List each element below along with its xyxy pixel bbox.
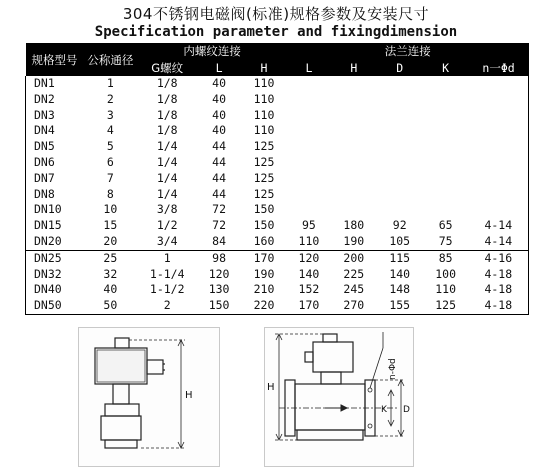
cell-flange-k: 75 (438, 233, 453, 248)
cell-g-thread: 1/4 (156, 170, 178, 185)
cell-nominal: 8 (106, 186, 114, 201)
cell-l: 44 (212, 154, 227, 169)
cell-nominal: 3 (106, 107, 114, 122)
cell-h: 210 (253, 282, 275, 297)
cell-flange-nd: 4-18 (484, 282, 513, 297)
cell-flange-h: 270 (343, 298, 365, 313)
cell-h: 150 (253, 218, 275, 233)
cell-flange-l (287, 92, 331, 108)
cell-nominal: 7 (106, 170, 114, 185)
cell-g-thread: 1/8 (156, 91, 178, 106)
cell-model: DN25 (26, 250, 84, 266)
table-row (26, 250, 529, 266)
cell-g-thread: 2 (163, 298, 171, 313)
cell-flange-nd (469, 139, 529, 155)
cell-model: DN3 (34, 107, 55, 122)
cell-flange-l (287, 155, 331, 171)
spec-table (25, 43, 529, 315)
table-row (26, 234, 529, 250)
cell-h: 160 (253, 233, 275, 248)
cell-flange-l (287, 171, 331, 187)
header-flange-k: K (423, 59, 469, 76)
cell-h: 110 (253, 76, 275, 90)
cell-flange-h (331, 76, 377, 92)
cell-nominal: 25 (83, 250, 137, 266)
cell-flange-d (377, 187, 423, 203)
table-row (26, 108, 529, 124)
cell-flange-k (423, 108, 469, 124)
cell-model: DN7 (34, 170, 55, 185)
cell-g-thread: 1-1/2 (149, 282, 185, 297)
spec-table-body (26, 76, 529, 314)
cell-h: 110 (253, 91, 275, 106)
valve-body (101, 416, 141, 440)
cell-flange-h (331, 155, 377, 171)
cell-nominal: 20 (103, 233, 118, 248)
cell-g-thread: 1-1/4 (149, 266, 185, 281)
right-k-label: K (381, 405, 387, 415)
table-row (26, 139, 529, 155)
cell-flange-k (423, 139, 469, 155)
cell-flange-h (331, 171, 377, 187)
cell-nominal: 4 (106, 123, 114, 138)
cell-model: DN4 (34, 123, 55, 138)
cell-flange-l: 120 (287, 250, 331, 266)
left-h-label: H (185, 390, 193, 401)
cell-flange-l: 140 (298, 266, 320, 281)
cell-flange-d: 148 (389, 282, 411, 297)
table-row (26, 187, 529, 203)
cell-nominal: 15 (103, 218, 118, 233)
coil-cap (115, 338, 129, 348)
page-subtitle: Specification parameter and fixingdimension (94, 24, 458, 40)
cell-g-thread: 1/8 (156, 76, 178, 90)
cell-model: DN10 (34, 202, 62, 217)
cell-nominal: 2 (106, 91, 114, 106)
cell-flange-nd (469, 108, 529, 124)
cell-flange-k (423, 92, 469, 108)
cell-nominal: 5 (106, 139, 114, 154)
cell-flange-nd (469, 187, 529, 203)
cell-model: DN6 (34, 154, 55, 169)
cell-model: DN5 (34, 139, 55, 154)
cell-flange-d: 140 (389, 266, 411, 281)
flanged-valve-diagram (264, 327, 414, 467)
table-row (26, 282, 529, 298)
page-title: 304不锈钢电磁阀(标准)规格参数及安装尺寸 (122, 5, 430, 23)
cell-l: 44 (212, 170, 227, 185)
cell-flange-l: 152 (298, 282, 320, 297)
cell-flange-h (331, 123, 377, 139)
cell-flange-l (287, 108, 331, 124)
cell-l: 150 (208, 298, 230, 313)
cell-model: DN8 (34, 186, 55, 201)
cell-flange-k (423, 155, 469, 171)
table-row (26, 92, 529, 108)
header-h: H (241, 59, 287, 76)
cell-flange-l (287, 202, 331, 218)
cell-flange-d: 105 (389, 233, 411, 248)
cell-g-thread: 3/8 (156, 202, 178, 217)
cell-flange-k: 125 (435, 298, 457, 313)
cell-nominal: 1 (106, 76, 114, 90)
cell-h: 125 (253, 186, 275, 201)
cell-h: 110 (253, 123, 275, 138)
cell-flange-h: 245 (343, 282, 365, 297)
cell-g-thread: 1/4 (156, 154, 178, 169)
cell-l: 72 (212, 202, 227, 217)
cell-flange-k (423, 171, 469, 187)
header-nominal: 公称通径 (83, 43, 137, 76)
cell-flange-nd: 4-18 (484, 298, 513, 313)
cell-flange-d (377, 139, 423, 155)
cell-flange-nd (469, 171, 529, 187)
cell-l: 120 (208, 266, 230, 281)
cell-l: 84 (212, 233, 227, 248)
cell-l: 44 (212, 139, 227, 154)
header-model: 规格型号 (26, 43, 84, 76)
cell-flange-nd: 4-16 (469, 250, 529, 266)
right-nd-label: n-Φd (388, 358, 398, 380)
cell-flange-l: 95 (301, 218, 316, 233)
cell-flange-h (331, 92, 377, 108)
cell-flange-d: 92 (392, 218, 407, 233)
cell-flange-k: 65 (438, 218, 453, 233)
table-row (26, 171, 529, 187)
cell-flange-h (331, 108, 377, 124)
header-threaded: 内螺纹连接 (137, 43, 287, 59)
cell-l: 72 (212, 218, 227, 233)
flanged-valve-drawing (265, 328, 413, 466)
cell-h: 125 (253, 170, 275, 185)
cell-flange-nd (469, 202, 529, 218)
cell-flange-k (423, 123, 469, 139)
cell-l: 40 (212, 76, 227, 90)
table-row (26, 76, 529, 92)
cell-nominal: 6 (106, 154, 114, 169)
cell-flange-l (287, 76, 331, 92)
threaded-valve-drawing (79, 328, 219, 466)
cell-flange-nd: 4-14 (484, 233, 513, 248)
cell-flange-h: 200 (331, 250, 377, 266)
cell-flange-h: 225 (343, 266, 365, 281)
header-flanged: 法兰连接 (287, 43, 529, 59)
cell-h: 110 (253, 107, 275, 122)
cell-l: 40 (212, 123, 227, 138)
table-row (26, 298, 529, 314)
cell-l: 40 (212, 107, 227, 122)
cell-flange-d (377, 171, 423, 187)
cell-flange-l (287, 139, 331, 155)
cell-g-thread: 1/8 (156, 123, 178, 138)
cell-nominal: 10 (103, 202, 118, 217)
cell-g-thread: 1/4 (156, 139, 178, 154)
cell-h: 125 (253, 139, 275, 154)
valve-body (295, 384, 365, 430)
cell-model: DN15 (34, 218, 62, 233)
table-row (26, 267, 529, 283)
cell-flange-h (331, 139, 377, 155)
cell-g-thread: 1/8 (156, 107, 178, 122)
cell-flange-nd (469, 76, 529, 92)
cell-flange-k: 110 (435, 282, 457, 297)
header-flange-d: D (377, 59, 423, 76)
cell-flange-d (377, 76, 423, 92)
right-h-label: H (267, 382, 275, 393)
cell-flange-d: 155 (389, 298, 411, 313)
table-row (26, 155, 529, 171)
cell-flange-d (377, 202, 423, 218)
cell-h: 150 (253, 202, 275, 217)
cell-flange-h (331, 202, 377, 218)
header-flange-h: H (331, 59, 377, 76)
cell-l: 130 (208, 282, 230, 297)
cell-nominal: 32 (103, 266, 118, 281)
cell-l: 40 (212, 91, 227, 106)
cell-model: DN1 (34, 76, 55, 90)
cell-flange-l (287, 123, 331, 139)
cell-nominal: 50 (103, 298, 118, 313)
cell-flange-nd (469, 92, 529, 108)
cell-flange-h: 190 (343, 233, 365, 248)
cell-g-thread: 1/4 (156, 186, 178, 201)
cell-g-thread: 3/4 (156, 233, 178, 248)
cell-flange-d: 115 (377, 250, 423, 266)
cell-l: 98 (197, 250, 241, 266)
cell-flange-l: 170 (298, 298, 320, 313)
right-d-label: D (403, 405, 410, 415)
cell-flange-nd: 4-14 (484, 218, 513, 233)
table-row (26, 218, 529, 234)
cell-flange-d (377, 155, 423, 171)
header-flange-l: L (287, 59, 331, 76)
cell-model: DN2 (34, 91, 55, 106)
header-l: L (197, 59, 241, 76)
cell-model: DN32 (34, 266, 62, 281)
cell-flange-k: 85 (423, 250, 469, 266)
threaded-valve-diagram (78, 327, 220, 467)
header-flange-nd: n一Φd (469, 59, 529, 76)
cell-h: 170 (241, 250, 287, 266)
cell-flange-nd (469, 123, 529, 139)
cell-flange-nd: 4-18 (484, 266, 513, 281)
cell-g-thread: 1/2 (156, 218, 178, 233)
cell-flange-k (423, 202, 469, 218)
cell-flange-k (423, 187, 469, 203)
header-g-thread: G螺纹 (137, 59, 197, 76)
cell-flange-d (377, 108, 423, 124)
cell-g-thread: 1 (137, 250, 197, 266)
table-row (26, 123, 529, 139)
cell-flange-k (423, 76, 469, 92)
cell-flange-nd (469, 155, 529, 171)
cell-flange-d (377, 123, 423, 139)
cell-flange-d (377, 92, 423, 108)
coil-body (313, 342, 353, 372)
cell-flange-h (331, 187, 377, 203)
cell-nominal: 40 (103, 282, 118, 297)
cell-l: 44 (212, 186, 227, 201)
cell-model: DN50 (34, 298, 62, 313)
stem (113, 384, 129, 404)
cell-h: 190 (253, 266, 275, 281)
cell-model: DN40 (34, 282, 62, 297)
cell-h: 125 (253, 154, 275, 169)
cell-model: DN20 (34, 233, 62, 248)
cell-flange-l: 110 (298, 233, 320, 248)
cell-flange-l (287, 187, 331, 203)
table-row (26, 202, 529, 218)
cell-flange-k: 100 (435, 266, 457, 281)
junction-box (147, 360, 163, 374)
cell-flange-h: 180 (343, 218, 365, 233)
cell-h: 220 (253, 298, 275, 313)
